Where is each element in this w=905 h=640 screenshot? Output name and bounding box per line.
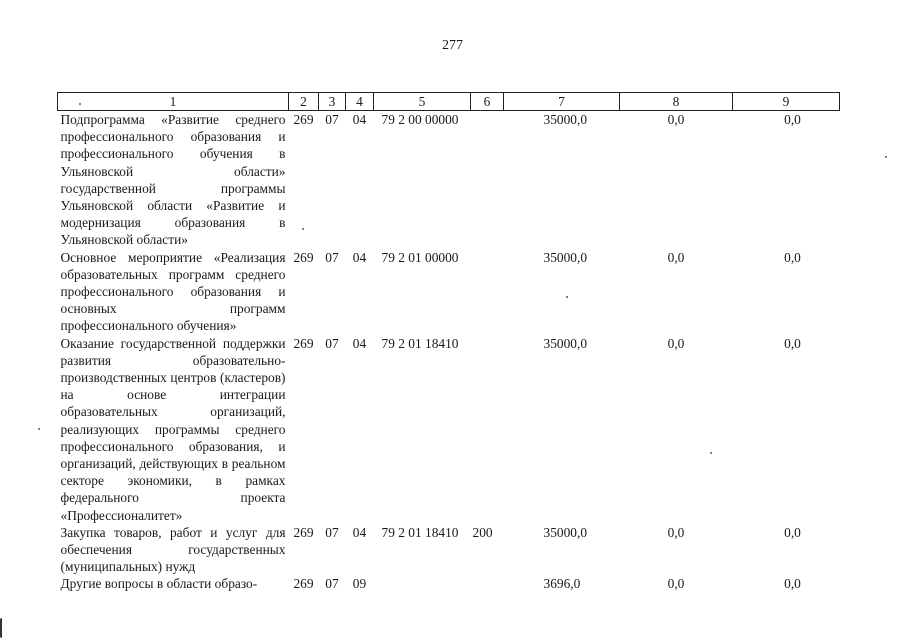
cell-amount-col7: 35000,0 xyxy=(543,249,588,265)
row-name: Оказание государственной поддержки развития образовательно-производственных центров (кластеров) на основе интеграции образовательных организаций, реализующих программы среднего профессионального образования, и организаций, действующих в реальном секторе экономики, в рамках федерального проекта «Профессионалитет» xyxy=(60,335,286,523)
row-name: Основное мероприятие «Реализация образовательных программ среднего профессионального образования и основных программ профессионального обучения» xyxy=(60,249,286,334)
cell-amount-col9: 0,0 xyxy=(784,112,801,127)
column-header: 5 xyxy=(374,93,471,111)
scan-speck xyxy=(710,452,712,454)
page-number: 277 xyxy=(442,38,463,53)
scan-edge-mark xyxy=(0,618,5,638)
table-row xyxy=(58,524,840,576)
cell-section-code: 07 xyxy=(325,249,339,265)
cell-amount-col7: 35000,0 xyxy=(543,524,588,540)
cell-amount-col8: 0,0 xyxy=(667,576,685,592)
cell-subsection-code: 04 xyxy=(352,335,367,351)
cell-amount-col8: 0,0 xyxy=(667,249,685,265)
cell-section-code: 07 xyxy=(325,335,339,351)
cell-ministry-code: 269 xyxy=(293,576,314,592)
cell-subsection-code: 04 xyxy=(352,524,367,540)
column-header: 7 xyxy=(504,93,620,111)
column-header: 9 xyxy=(733,93,840,111)
cell-amount-col7: 3696,0 xyxy=(543,576,581,592)
cell-ministry-code: 269 xyxy=(293,249,314,265)
table-row xyxy=(58,111,840,249)
cell-target-article: 79 2 01 00000 xyxy=(381,249,459,265)
scan-speck xyxy=(38,428,40,430)
budget-table xyxy=(57,92,840,593)
cell-amount-col9: 0,0 xyxy=(784,524,801,540)
cell-amount-col9: 0,0 xyxy=(784,576,801,592)
cell-amount-col8: 0,0 xyxy=(667,524,685,540)
cell-target-article: 79 2 01 18410 xyxy=(381,335,459,351)
cell-expense-type xyxy=(471,111,504,249)
cell-ministry-code: 269 xyxy=(293,112,314,127)
scan-speck xyxy=(885,156,887,158)
cell-target-article: 79 2 01 18410 xyxy=(381,524,459,540)
cell-subsection-code: 04 xyxy=(352,249,367,265)
column-header: 6 xyxy=(471,93,504,111)
cell-section-code: 07 xyxy=(325,576,339,592)
cell-expense-type: 200 xyxy=(472,524,493,540)
column-header: 1 xyxy=(58,93,289,111)
table-row xyxy=(58,249,840,335)
column-header: 8 xyxy=(620,93,733,111)
cell-subsection-code: 09 xyxy=(352,576,367,592)
cell-amount-col9: 0,0 xyxy=(784,249,801,265)
cell-target-article: 79 2 00 00000 xyxy=(381,112,459,127)
table-row xyxy=(58,335,840,524)
cell-expense-type xyxy=(471,335,504,524)
cell-ministry-code: 269 xyxy=(293,524,314,540)
cell-expense-type xyxy=(471,249,504,335)
cell-amount-col7: 35000,0 xyxy=(543,335,588,351)
cell-amount-col8: 0,0 xyxy=(667,112,685,127)
column-header: 3 xyxy=(319,93,346,111)
table-header-row xyxy=(58,93,840,111)
cell-ministry-code: 269 xyxy=(293,335,314,351)
cell-expense-type xyxy=(471,575,504,592)
column-header: 4 xyxy=(346,93,374,111)
cell-amount-col7: 35000,0 xyxy=(543,112,588,127)
scan-speck xyxy=(566,296,568,298)
cell-subsection-code: 04 xyxy=(352,112,367,127)
table-row xyxy=(58,575,840,592)
cell-target-article xyxy=(374,575,471,592)
scan-speck xyxy=(79,103,81,105)
row-name: Подпрограмма «Развитие среднего профессионального образования и профессионального обучения в Ульяновской области» государственной программы Ульяновской области «Развитие и модернизация образования в Ульяновской области» xyxy=(60,112,286,248)
cell-amount-col9: 0,0 xyxy=(784,335,801,351)
row-name: Закупка товаров, работ и услуг для обеспечения государственных (муниципальных) нужд xyxy=(60,524,286,575)
column-header: 2 xyxy=(289,93,319,111)
scan-speck xyxy=(302,228,304,230)
row-name: Другие вопросы в области образо- xyxy=(60,576,258,592)
cell-section-code: 07 xyxy=(325,524,339,540)
cell-amount-col8: 0,0 xyxy=(667,335,685,351)
cell-section-code: 07 xyxy=(325,112,339,127)
